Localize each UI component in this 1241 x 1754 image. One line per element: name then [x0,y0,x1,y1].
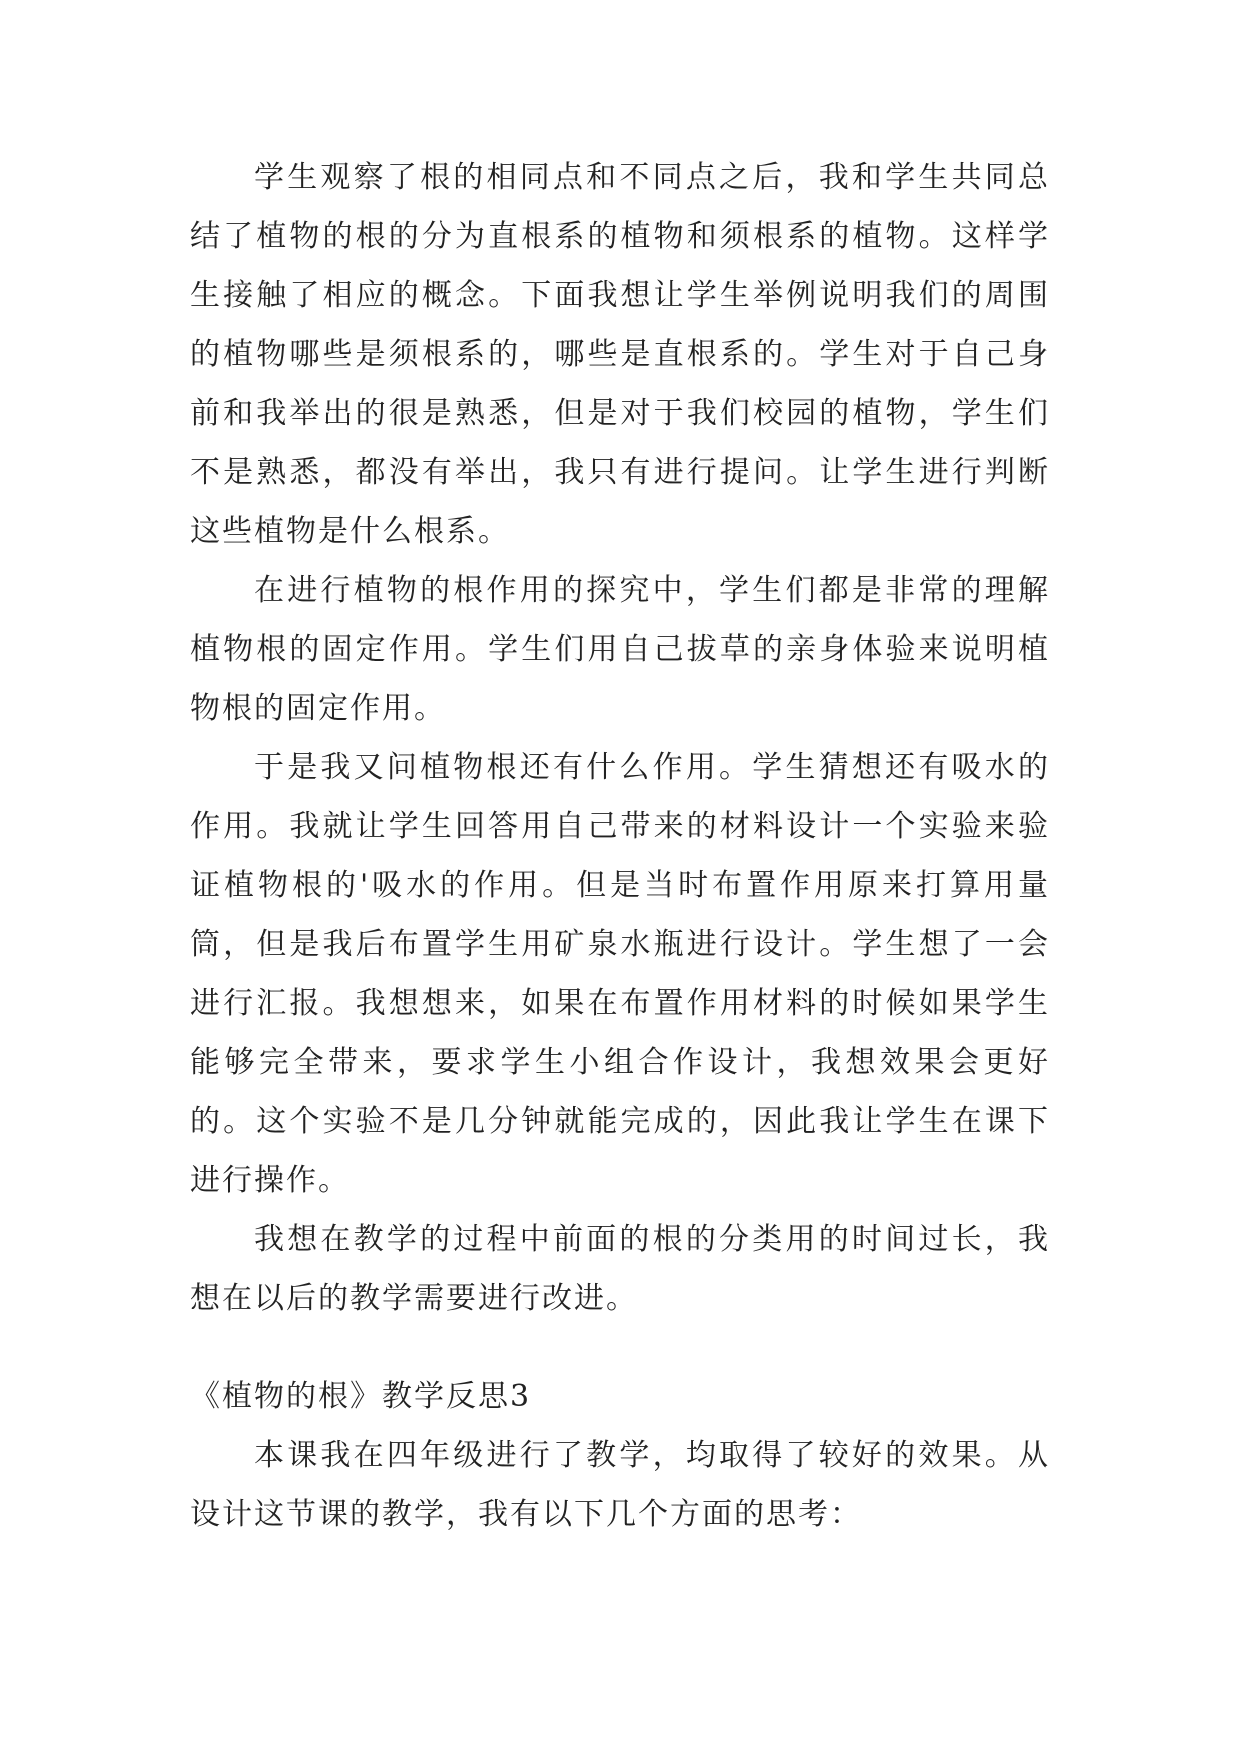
section-b [190,1367,1050,1544]
paragraph: 我想在教学的过程中前面的根的分类用的时间过长，我想在以后的教学需要进行改进。 [190,1222,1050,1316]
paragraph: 在进行植物的根作用的探究中，学生们都是非常的理解植物根的固定作用。学生们用自己拔草的亲身体验来说明植物根的固定作用。 [190,573,1050,726]
section-a [190,148,1050,1328]
paragraph: 本课我在四年级进行了教学，均取得了较好的效果。从设计这节课的教学，我有以下几个方面的思考： [190,1438,1050,1532]
section-title: 《植物的根》教学反思3 [190,1379,532,1414]
paragraph: 学生观察了根的相同点和不同点之后，我和学生共同总结了植物的根的分为直根系的植物和须根系的植物。这样学生接触了相应的概念。下面我想让学生举例说明我们的周围的植物哪些是须根系的，哪些是直根系的。学生对于自己身前和我举出的很是熟悉，但是对于我们校园的植物，学生们不是熟悉，都没有举出，我只有进行提问。让学生进行判断这些植物是什么根系。 [190,160,1050,549]
paragraph: 于是我又问植物根还有什么作用。学生猜想还有吸水的作用。我就让学生回答用自己带来的材料设计一个实验来验证植物根的'吸水的作用。但是当时布置作用原来打算用量筒，但是我后布置学生用矿泉水瓶进行设计。学生想了一会进行汇报。我想想来，如果在布置作用材料的时候如果学生能够完全带来，要求学生小组合作设计，我想效果会更好的。这个实验不是几分钟就能完成的，因此我让学生在课下进行操作。 [190,750,1050,1198]
